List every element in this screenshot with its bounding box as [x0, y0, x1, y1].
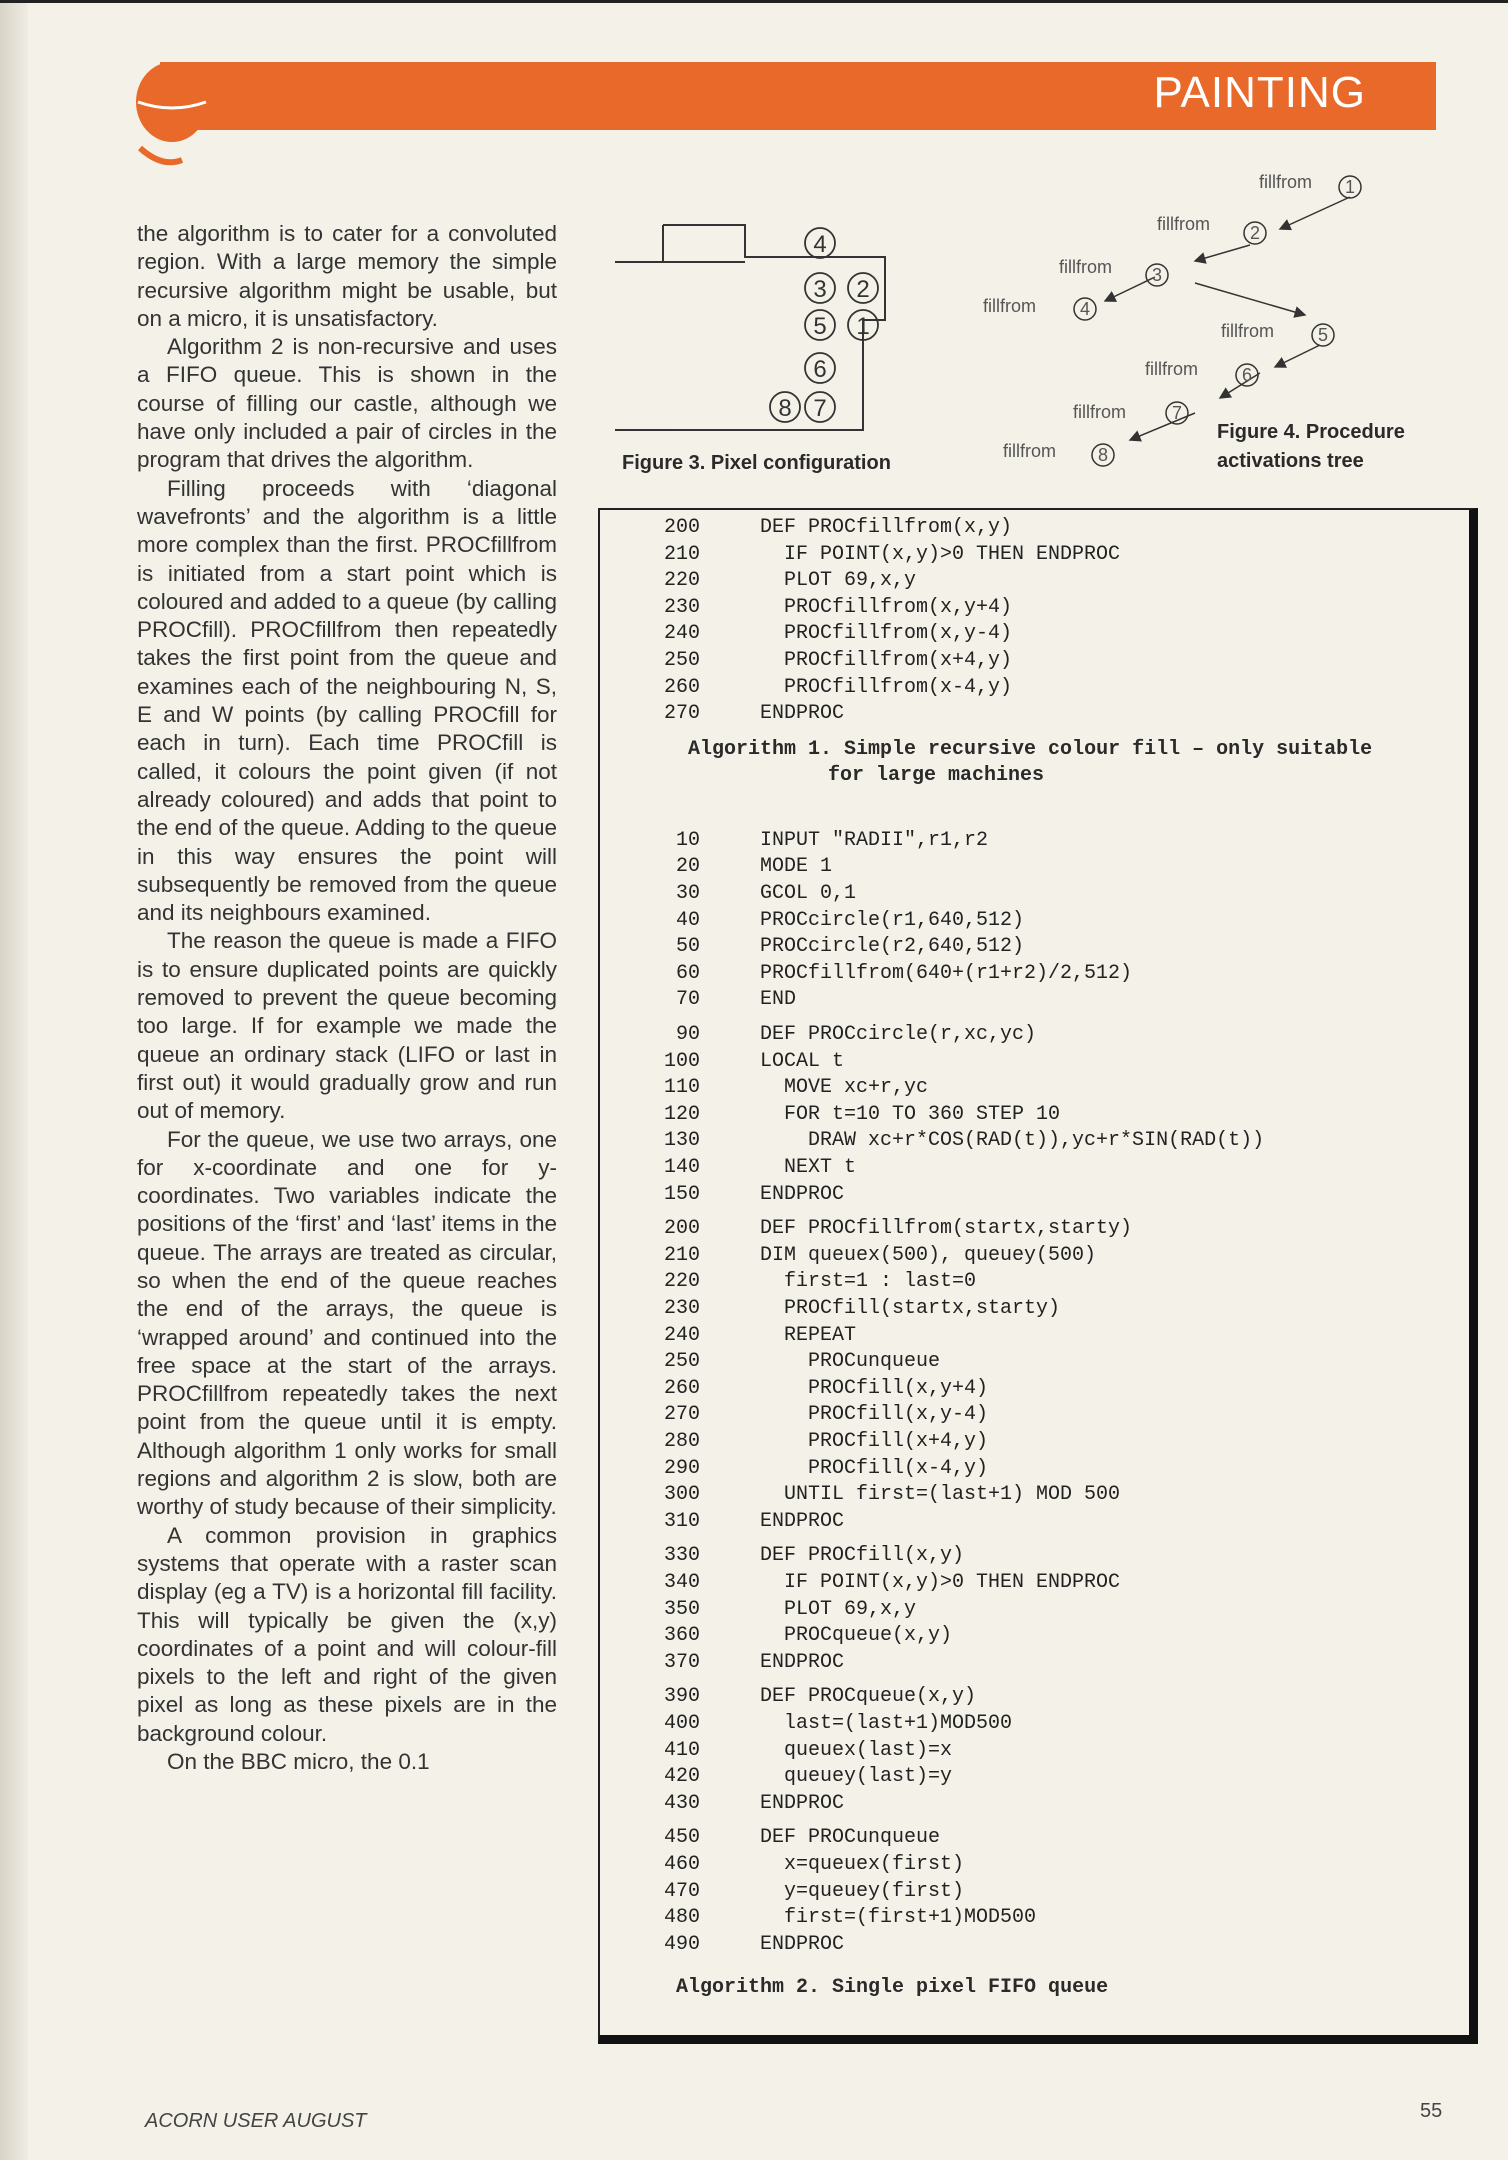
node-label: fillfrom	[1259, 172, 1312, 192]
pixel-cell: 7	[813, 395, 827, 422]
node-number: 1	[1345, 177, 1356, 197]
code-text: first=(first+1)MOD500	[760, 1906, 1037, 1930]
section-banner	[160, 62, 1436, 130]
line-number: 370	[663, 1650, 700, 1674]
code-text: PROCfillfrom(x,y-4)	[760, 622, 1013, 646]
code-text: DEF PROCunqueue	[760, 1826, 941, 1850]
code-text: PROCfill(x-4,y)	[760, 1456, 989, 1480]
code-text: PROCunqueue	[760, 1350, 941, 1374]
code-text: IF POINT(x,y)>0 THEN ENDPROC	[760, 1571, 1121, 1594]
pixel-cell: 2	[856, 276, 870, 303]
line-number: 460	[663, 1853, 700, 1876]
line-number: 20	[675, 855, 700, 879]
code-text: PROCfill(x+4,y)	[760, 1430, 989, 1453]
line-number: 140	[663, 1156, 700, 1179]
line-number: 230	[663, 1297, 700, 1320]
paragraph: For the queue, we use two arrays, one for x-coordinate and one for y-coordinates. Two variables indicate the positions of the ‘first’ and ‘last’ items in the queue. The arrays are treated as circular, so when the end of the queue reaches the end of the arrays, the queue is ‘wrapped around’ and continued into the free space at the start of the arrays. PROCfillfrom repeatedly takes the next point from the queue until it is empty. Although algorithm 1 only works for small regions and algorithm 2 is slow, both are worthy of study because of their simplicity.	[137, 1126, 557, 1520]
line-number: 290	[663, 1456, 700, 1480]
line-number: 60	[675, 961, 700, 985]
code-text: DEF PROCfill(x,y)	[760, 1544, 965, 1568]
code-text: INPUT "RADII",r1,r2	[760, 828, 989, 852]
line-number: 260	[663, 675, 700, 699]
code-text: ENDPROC	[760, 702, 845, 726]
code-text: LOCAL t	[760, 1049, 845, 1073]
pixel-cell: 6	[813, 356, 827, 383]
node-label: fillfrom	[1003, 441, 1056, 461]
code-text: PLOT 69,x,y	[760, 1597, 917, 1621]
node-label: fillfrom	[1059, 257, 1112, 277]
code-text: ENDPROC	[760, 1791, 845, 1815]
node-number: 6	[1242, 365, 1253, 385]
node-label: fillfrom	[1145, 359, 1198, 379]
line-number: 230	[663, 595, 700, 619]
code-text: ENDPROC	[760, 1509, 845, 1533]
line-number: 270	[663, 1403, 700, 1427]
figure4-caption-line: activations tree	[1217, 450, 1364, 472]
code-text: PROCfill(startx,starty)	[760, 1297, 1061, 1320]
code-text: PROCfillfrom(x+4,y)	[760, 649, 1013, 672]
code-text: PROCfillfrom(x,y+4)	[760, 595, 1013, 619]
node-label: 2	[1250, 223, 1261, 243]
pixel-cell: 8	[778, 395, 792, 422]
algorithm1-caption	[688, 737, 1372, 789]
line-number: 280	[663, 1430, 700, 1453]
paragraph: Algorithm 2 is non-recursive and uses a FIFO queue. This is shown in the course of filling our castle, although we have only included a pair of circles in the program that drives the algorithm.	[137, 334, 557, 473]
line-number: 130	[663, 1129, 700, 1153]
line-number: 200	[663, 1217, 700, 1241]
line-number: 120	[663, 1102, 700, 1126]
line-number: 250	[663, 1350, 700, 1374]
algorithm2-caption: Algorithm 2. Single pixel FIFO queue	[676, 1976, 1109, 2000]
code-text: x=queuex(first)	[760, 1853, 965, 1876]
pixel-cell: 5	[813, 313, 827, 340]
line-number: 410	[663, 1738, 700, 1762]
line-number: 240	[663, 622, 700, 646]
line-number: 110	[663, 1076, 700, 1100]
code-text: y=queuey(first)	[760, 1879, 965, 1903]
node-number: 5	[1318, 325, 1329, 345]
line-number: 450	[663, 1826, 700, 1850]
code-text: PROCfill(x,y+4)	[760, 1376, 989, 1400]
code-text: first=1 : last=0	[760, 1270, 977, 1294]
line-number: 330	[663, 1544, 700, 1568]
line-number: 260	[663, 1376, 700, 1400]
section-title: PAINTING	[1153, 68, 1366, 117]
pixel-cell: 4	[813, 231, 827, 258]
figure4-caption-line: Figure 4. Procedure	[1217, 421, 1405, 443]
line-number: 220	[663, 569, 700, 593]
algorithm1-caption-line: Algorithm 1. Simple recursive colour fill – only suitable	[688, 737, 1373, 761]
line-number: 50	[675, 935, 700, 959]
code-text: ENDPROC	[760, 1650, 845, 1674]
line-number: 270	[663, 702, 700, 726]
node-number: 4	[1080, 299, 1091, 319]
code-text: PROCfillfrom(640+(r1+r2)/2,512)	[760, 961, 1133, 985]
code-text: IF POINT(x,y)>0 THEN ENDPROC	[760, 542, 1121, 566]
line-number: 390	[663, 1685, 700, 1709]
line-number: 350	[663, 1597, 700, 1621]
node-number: 7	[1172, 403, 1183, 423]
code-text: last=(last+1)MOD500	[760, 1712, 1013, 1735]
code-text: DEF PROCfillfrom(x,y)	[760, 516, 1013, 539]
code-text: GCOL 0,1	[760, 882, 857, 905]
node-number: 8	[1098, 445, 1109, 465]
line-number: 490	[663, 1932, 700, 1956]
line-number: 150	[663, 1182, 700, 1206]
line-number: 40	[675, 908, 700, 932]
line-number: 200	[663, 516, 700, 539]
node-number: 3	[1152, 265, 1163, 285]
paragraph: Filling proceeds with ‘diagonal wavefronts’ and the algorithm is a little more complex than the first. PROCfillfrom is initiated from a start point which is coloured and added to a queue (by calling PROCfill). PROCfillfrom then repeatedly takes the first point from the queue and examines each of the neighbouring N, S, E and W points (by calling PROCfill for each in turn). Each time PROCfill is called, it colours the point given (if not already coloured) and adds that point to the end of the queue. Adding to the queue in this way ensures the point will subsequently be removed from the queue and its neighbours examined.	[137, 475, 557, 926]
figure3-caption: Figure 3. Pixel configuration	[622, 452, 891, 474]
line-number: 340	[663, 1571, 700, 1594]
magazine-footer: ACORN USER AUGUST	[145, 2110, 367, 2132]
code-text: REPEAT	[760, 1323, 857, 1347]
line-number: 210	[663, 542, 700, 566]
line-number: 430	[663, 1791, 700, 1815]
line-number: 240	[663, 1323, 700, 1347]
line-number: 400	[663, 1712, 700, 1735]
line-number: 70	[675, 988, 700, 1012]
algorithm1-caption-line: for large machines	[828, 763, 1045, 787]
page-spine-shadow	[0, 0, 28, 2160]
code-text: PLOT 69,x,y	[760, 569, 917, 593]
paragraph: the algorithm is to cater for a convoluted region. With a large memory the simple recursive algorithm might be usable, but on a micro, it is unsatisfactory.	[137, 221, 557, 331]
code-text: DEF PROCcircle(r,xc,yc)	[760, 1023, 1037, 1046]
acorn-logo-icon	[132, 58, 212, 168]
code-text: PROCfill(x,y-4)	[760, 1403, 989, 1427]
top-edge-line	[0, 0, 1508, 3]
line-number: 100	[663, 1049, 700, 1073]
node-label: fillfrom	[1221, 321, 1274, 341]
page-number: 55	[1420, 2100, 1443, 2122]
code-text: ENDPROC	[760, 1182, 845, 1206]
code-text: PROCqueue(x,y)	[760, 1624, 953, 1648]
line-number: 250	[663, 649, 700, 672]
code-text: PROCcircle(r2,640,512)	[760, 935, 1025, 959]
line-number: 30	[675, 882, 700, 905]
code-text: DRAW xc+r*COS(RAD(t)),yc+r*SIN(RAD(t))	[760, 1129, 1265, 1153]
pixel-cell: 3	[813, 276, 827, 303]
line-number: 360	[663, 1624, 700, 1648]
figure4-caption	[1217, 418, 1405, 476]
pixel-cell: 1	[856, 313, 870, 340]
code-text: queuey(last)=y	[760, 1765, 953, 1789]
line-number: 420	[663, 1765, 700, 1789]
line-number: 10	[675, 828, 700, 852]
line-number: 300	[663, 1483, 700, 1507]
code-text: NEXT t	[760, 1156, 857, 1179]
code-text: MODE 1	[760, 855, 833, 879]
code-listing-box	[598, 508, 1478, 2044]
line-number: 210	[663, 1243, 700, 1267]
code-text: queuex(last)=x	[760, 1738, 953, 1762]
code-text: FOR t=10 TO 360 STEP 10	[760, 1102, 1061, 1126]
code-text: DEF PROCqueue(x,y)	[760, 1685, 977, 1709]
line-number: 480	[663, 1906, 700, 1930]
code-text: END	[760, 988, 797, 1012]
code-text: MOVE xc+r,yc	[760, 1076, 929, 1100]
paragraph: A common provision in graphics systems that operate with a raster scan display (eg a TV) is a horizontal fill facility. This will typically be given the (x,y) coordinates of a point and will colour-fill pixels to the left and right of the given pixel as long as these pixels are in the background colour.	[137, 1522, 557, 1746]
line-number: 470	[663, 1879, 700, 1903]
code-text: DEF PROCfillfrom(startx,starty)	[760, 1217, 1133, 1241]
code-text: PROCfillfrom(x-4,y)	[760, 675, 1013, 699]
paragraph: On the BBC micro, the 0.1	[167, 1749, 430, 1775]
pixel-configuration-figure	[615, 210, 905, 480]
code-text: PROCcircle(r1,640,512)	[760, 908, 1025, 932]
node-label: fillfrom	[1073, 402, 1126, 422]
line-number: 310	[663, 1509, 700, 1533]
line-number: 220	[663, 1270, 700, 1294]
code-text: UNTIL first=(last+1) MOD 500	[760, 1483, 1121, 1507]
node-label: fillfrom	[1157, 214, 1210, 234]
node-label: fillfrom	[983, 296, 1036, 316]
article-body	[137, 220, 557, 1776]
paragraph: The reason the queue is made a FIFO is to ensure duplicated points are quickly removed to prevent the queue becoming too large. If for example we made the queue an ordinary stack (LIFO or last in first out) it would gradually grow and run out of memory.	[137, 928, 557, 1124]
code-text: ENDPROC	[760, 1932, 845, 1956]
code-text: DIM queuex(500), queuey(500)	[760, 1243, 1097, 1267]
line-number: 90	[675, 1023, 700, 1046]
